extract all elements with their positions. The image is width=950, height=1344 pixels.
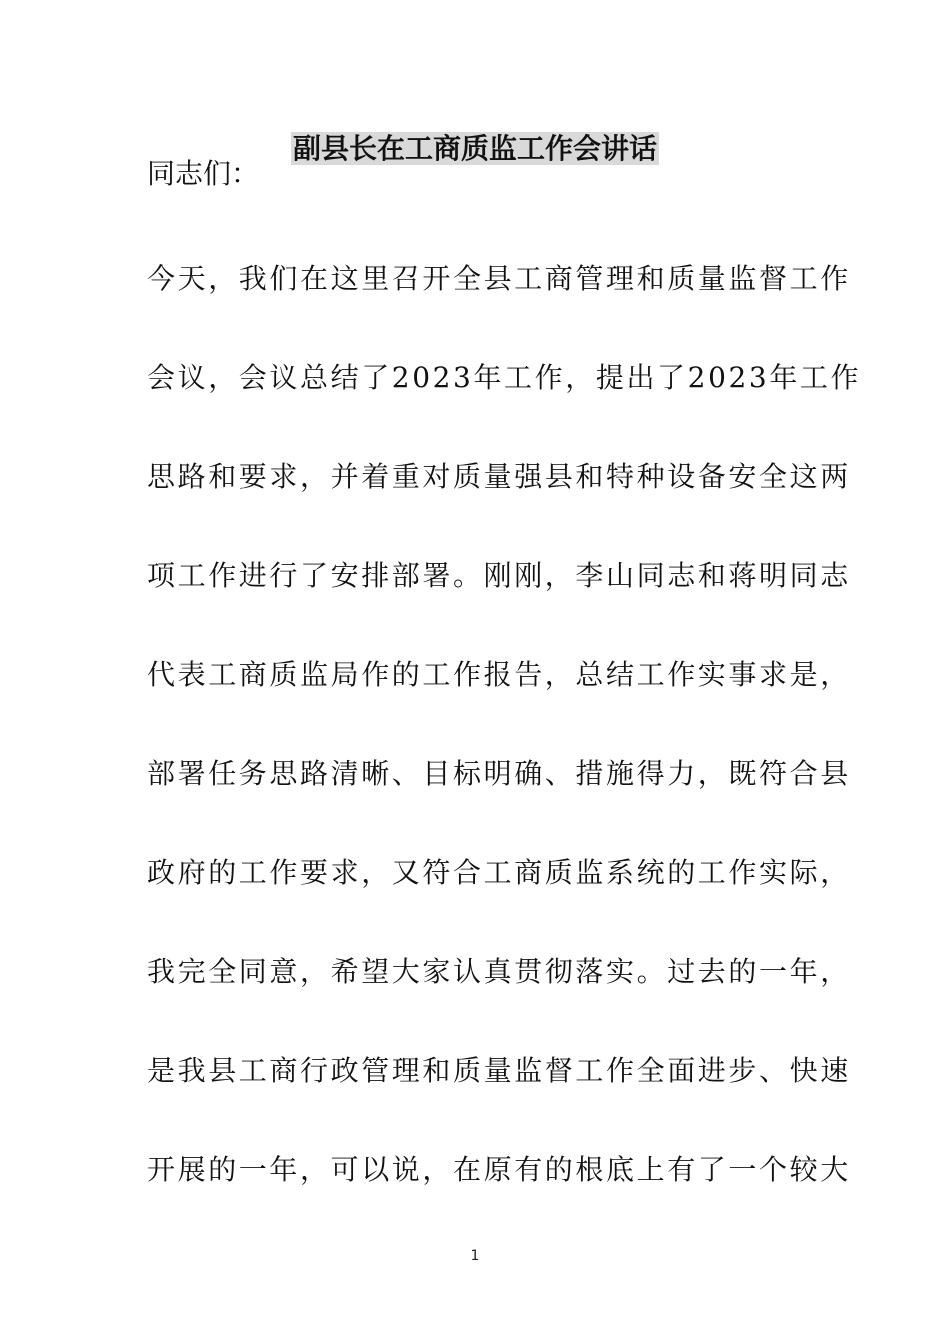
page-number: 1 xyxy=(470,1248,480,1264)
paragraph-line: 思路和要求，并着重对质量强县和特种设备安全这两 xyxy=(147,460,851,493)
document-title-text: 副县长在工商质监工作会讲话 xyxy=(292,132,657,165)
paragraph-line: 项工作进行了安排部署。刚刚，李山同志和蒋明同志 xyxy=(147,559,851,592)
paragraph-line: 我完全同意，希望大家认真贯彻落实。过去的一年， xyxy=(147,955,851,988)
paragraph-line: 代表工商质监局作的工作报告，总结工作实事求是， xyxy=(147,658,851,691)
document-title xyxy=(0,128,950,170)
paragraph-line: 部署任务思路清晰、目标明确、措施得力，既符合县 xyxy=(147,757,851,790)
paragraph-line: 会议，会议总结了2023年工作，提出了2023年工作 xyxy=(147,361,862,394)
paragraph-line: 今天，我们在这里召开全县工商管理和质量监督工作 xyxy=(147,262,851,295)
paragraph-line: 政府的工作要求，又符合工商质监系统的工作实际， xyxy=(147,856,851,889)
paragraph-line: 是我县工商行政管理和质量监督工作全面进步、快速 xyxy=(147,1054,851,1087)
paragraph-line: 开展的一年，可以说，在原有的根底上有了一个较大 xyxy=(147,1153,851,1186)
salutation: 同志们： xyxy=(147,157,260,190)
